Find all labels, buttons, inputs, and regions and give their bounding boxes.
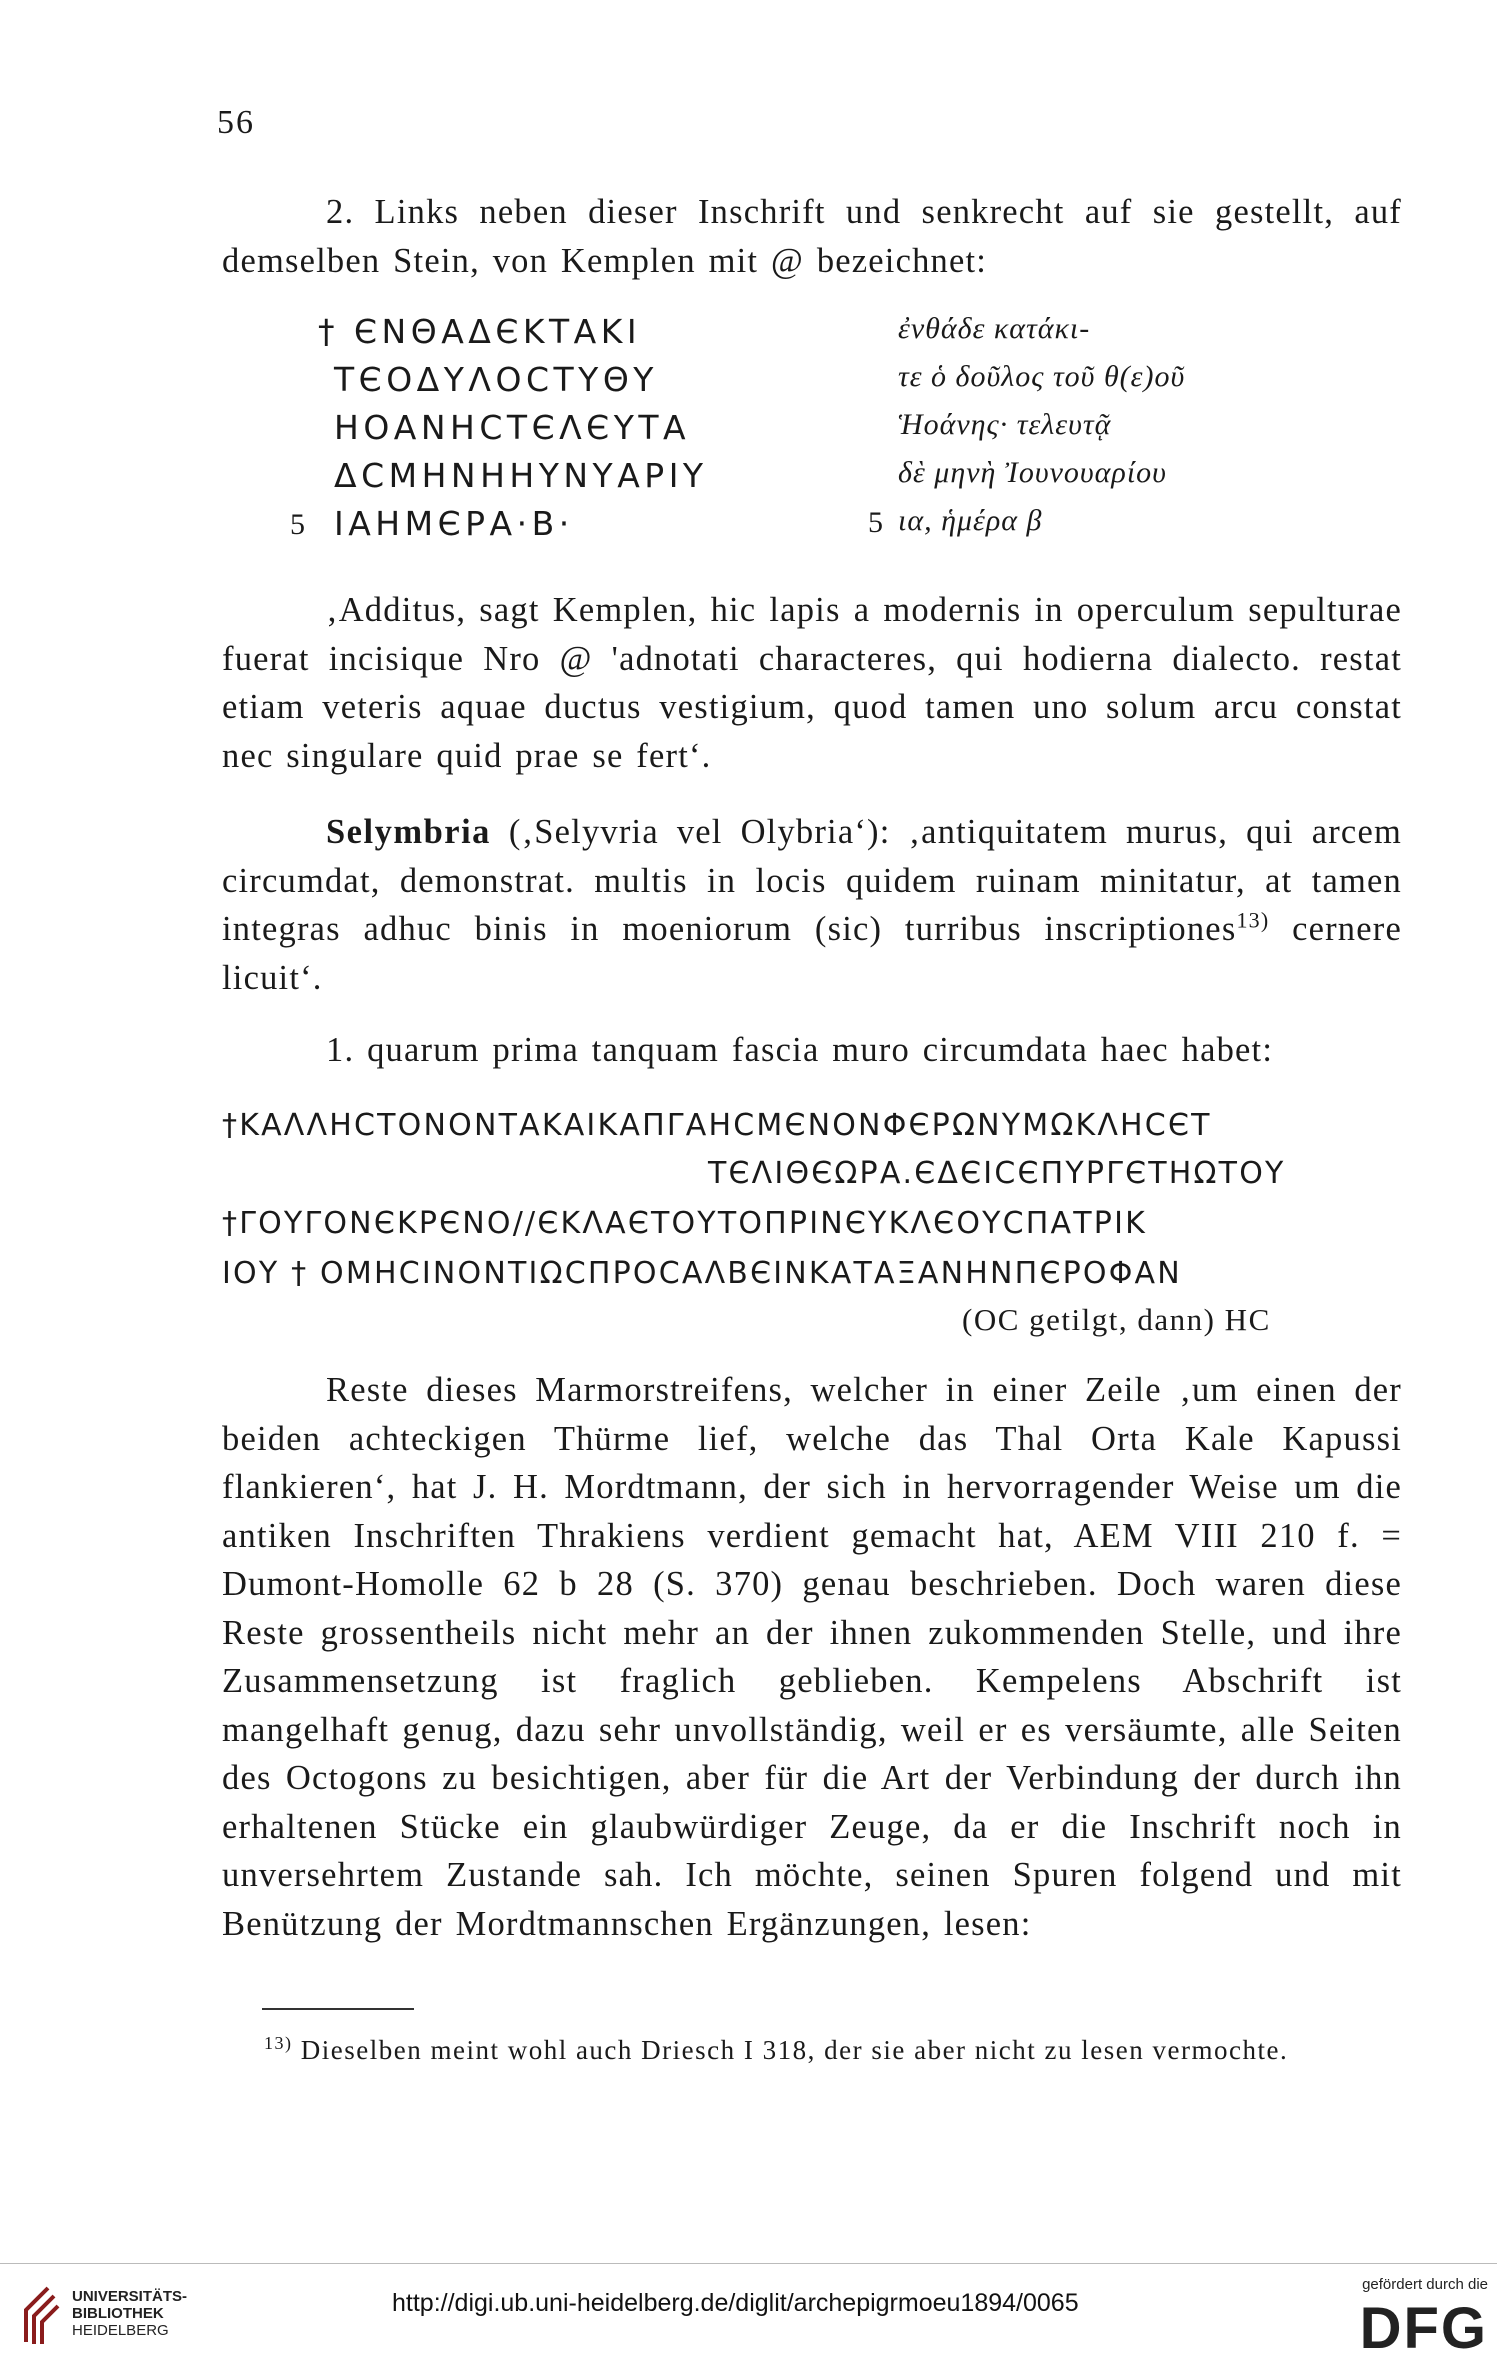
footnote-body: Dieselben meint wohl auch Driesch I 318, der sie aber nicht zu lesen vermochte. <box>292 2035 1289 2065</box>
inscription-transcription: ἐνθάδε κατάκι- <box>898 312 1091 345</box>
paragraph-selymbria <box>222 808 1402 1002</box>
inscription-transcription: ια, ἡμέρα β <box>898 504 1043 537</box>
library-name-line: HEIDELBERG <box>72 2322 169 2339</box>
paragraph-quarum <box>222 1026 1402 1075</box>
inscription-line <box>318 456 1418 504</box>
paragraph-intro <box>222 188 1402 285</box>
inscription-capitals: ΔCΜΗΝΗΗΥΝΥΑΡΙΥ <box>334 456 708 495</box>
selymbria-text: (‚Selyvria vel Olybria‘): ‚antiquitatem murus, qui arcem circumdat, demonstrat. multis in locis quidem ruinam minitatur, at tamen integras adhuc binis in moeniorum (sic) turribus inscriptiones <box>222 813 1402 948</box>
inscription-capitals: ΙΑΗΜЄΡΑ·Β· <box>334 504 574 543</box>
footer-divider <box>0 2263 1497 2264</box>
inscription-capitals: ΗΟΑΝΗCΤЄΛЄΥΤΑ <box>334 408 691 447</box>
inscription-transcription: Ἡοάνης· τελευτᾷ <box>898 408 1112 441</box>
inscription2-line-1: †ΚΑΛΛΗCΤΟΝΟΝΤΑΚΑΙΚΑΠΓΑΗCΜЄΝΟΝΦЄΡΩΝΥΜΩΚΛΗCЄΤ <box>222 1108 1212 1143</box>
library-name-line: UNIVERSITÄTS- <box>72 2288 188 2305</box>
inscription2-line-2: ΤЄΛΙΘЄΩΡΑ.ЄΔЄΙCЄΠΥΡΓЄΤΗΩΤΟΥ <box>708 1156 1286 1191</box>
footnote-text <box>222 2030 1402 2070</box>
paragraph-quarum-text: 1. quarum prima tanquam fascia muro circumdata haec habet: <box>326 1031 1274 1069</box>
inscription-line <box>318 312 1418 360</box>
paragraph-reste-text: Reste dieses Marmorstreifens, welcher in einer Zeile ‚um einen der beiden achteckigen Thürme lief, welche das Thal Orta Kale Kapussi flankieren‘, hat J. H. Mordtmann, der sich in hervorragender Weise um die antiken Inschriften Thrakiens verdient gemacht hat, AEM VIII 210 f. = Dumont-Homolle 62 b 28 (S. 370) genau beschrieben. Doch waren diese Reste grossentheils nicht mehr an der ihnen zukommenden Stelle, und ihre Zusammensetzung ist fraglich geblieben. Kempelens Abschrift ist mangelhaft genug, dazu sehr unvollständig, weil er es versäumte, alle Seiten des Octogons zu besichtigen, aber für die Art der Verbindung der durch ihn erhaltenen Stücke ein glaubwürdiger Zeuge, da er die Inschrift noch in unversehrtem Zustande sah. Ich möchte, seinen Spuren folgend und mit Benützung der Mordtmannschen Ergänzungen, lesen: <box>222 1371 1402 1943</box>
heading-selymbria: Selymbria <box>326 813 491 851</box>
inscription-transcription: δὲ μηνὴ Ἰουνουαρίου <box>898 456 1167 489</box>
page-number: 56 <box>217 104 255 141</box>
selymbria-tail: cernere licuit‘. <box>222 910 1402 997</box>
dfg-logo[interactable] <box>1318 2276 1488 2371</box>
inscription-transcription: τε ὁ δοῦλος τοῦ θ(ε)οῦ <box>898 360 1186 393</box>
inscription-block <box>290 312 1418 552</box>
footnote-ref: 13) <box>1236 907 1270 933</box>
footnote <box>222 2030 1402 2070</box>
paragraph-kemplen-quote-text: ‚Additus, sagt Kemplen, hic lapis a modernis in operculum sepulturae fuerat incisique Nro @ 'adnotati characteres, qui hodierna dialecto. restat etiam veteris aquae ductus vestigium, quod tamen uno solum arcu constat nec singulare quid prae se fert‘. <box>222 591 1402 775</box>
paragraph-reste <box>222 1366 1402 1948</box>
inscription-line <box>318 408 1418 456</box>
inscription-line <box>290 504 1418 552</box>
library-mark-icon <box>18 2286 60 2346</box>
university-library-logo[interactable] <box>18 2282 308 2352</box>
dfg-wordmark: DFG <box>1359 2296 1488 2361</box>
inscription2-line-3: †ΓΟΥΓΟΝЄΚΡЄΝΟ//ЄΚΛΑЄΤΟΥΤΟΠΡΙΝЄΥΚΛЄΟΥCΠΑΤΡΙΚ <box>222 1206 1148 1241</box>
source-url-link[interactable]: http://digi.ub.uni-heidelberg.de/diglit/archepigrmoeu1894/0065 <box>392 2289 1079 2317</box>
inscription2-line-4: ΙΟΥ † ΟΜΗCΙΝΟΝΤΙΩCΠΡΟCΑΛΒЄΙΝΚΑΤΑΞΑΝΗΝΠЄΡΟΦΑΝ <box>222 1256 1182 1291</box>
inscription2-note: (ΟC getilgt, dann) ΗC <box>962 1302 1271 1337</box>
library-name <box>72 2288 187 2339</box>
paragraph-kemplen-quote <box>222 586 1402 780</box>
line-number: 5 <box>868 506 883 539</box>
inscription-line <box>318 360 1418 408</box>
paragraph-intro-text: 2. Links neben dieser Inschrift und senkrecht auf sie gestellt, auf demselben Stein, von Kemplen mit @ bezeichnet: <box>222 193 1402 280</box>
paragraph-selymbria-text <box>222 808 1402 1002</box>
funder-caption: gefördert durch die <box>1362 2276 1488 2293</box>
library-name-line: BIBLIOTHEK <box>72 2305 164 2322</box>
inscription-capitals: † ЄΝΘΑΔЄΚΤΑΚΙ <box>318 312 642 351</box>
inscription-capitals: ΤЄΟΔΥΛΟCΤΥΘΥ <box>334 360 658 399</box>
footnote-number: 13) <box>264 2033 293 2053</box>
footnote-divider <box>262 2008 414 2010</box>
line-number: 5 <box>290 508 305 541</box>
